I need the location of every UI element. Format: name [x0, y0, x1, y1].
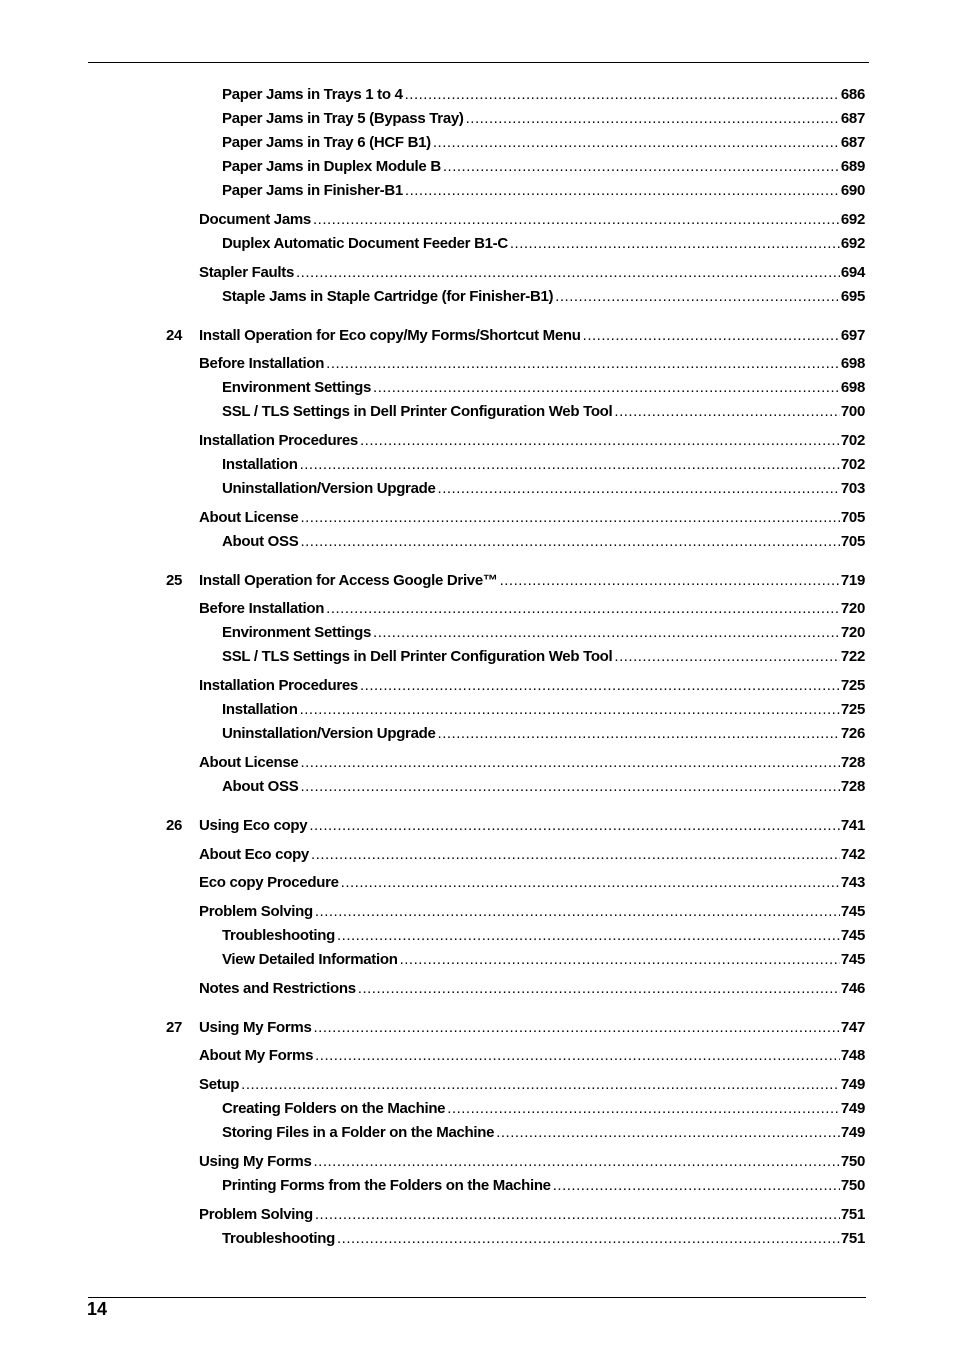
toc-entry[interactable] [199, 599, 865, 619]
toc-entry[interactable] [199, 1205, 865, 1225]
toc-entry[interactable] [199, 210, 865, 230]
toc-entry[interactable] [199, 508, 865, 528]
toc-entry-title: Problem Solving [199, 1206, 313, 1223]
toc-entry[interactable] [222, 402, 865, 422]
toc-entry-title: Document Jams [199, 211, 311, 228]
toc-entry-title: Environment Settings [222, 624, 372, 641]
toc-entry-page: 751 [840, 1206, 865, 1223]
toc-entry-page: 728 [840, 778, 865, 795]
toc-entry-title: SSL / TLS Settings in Dell Printer Configuration Web Tool [222, 403, 613, 420]
dot-leader [337, 1229, 840, 1249]
dot-leader [510, 234, 840, 254]
toc-entry[interactable] [199, 845, 865, 865]
toc-entry-page: 750 [840, 1153, 865, 1170]
toc-entry-page: 751 [840, 1230, 865, 1247]
toc-entry-page: 720 [840, 600, 865, 617]
toc-entry-page: 749 [840, 1100, 865, 1117]
chapter-number: 26 [166, 817, 183, 834]
toc-entry-title: Storing Files in a Folder on the Machine [222, 1124, 495, 1141]
dot-leader [373, 378, 840, 398]
toc-entry-title: Paper Jams in Trays 1 to 4 [222, 86, 403, 103]
toc-entry[interactable] [222, 181, 865, 201]
toc-entry[interactable] [222, 1099, 865, 1119]
toc-entry[interactable] [222, 157, 865, 177]
toc-entry-title: Duplex Automatic Document Feeder B1-C [222, 235, 508, 252]
dot-leader [443, 157, 840, 177]
chapter-title: Using My Forms [199, 1019, 312, 1036]
toc-entry-title: Paper Jams in Tray 6 (HCF B1) [222, 134, 431, 151]
dot-leader [438, 724, 840, 744]
toc-entry-title: Troubleshooting [222, 1230, 335, 1247]
toc-entry-page: 690 [840, 182, 865, 199]
chapter-number: 24 [166, 327, 183, 344]
dot-leader [555, 287, 840, 307]
dot-leader [438, 479, 840, 499]
toc-entry[interactable] [222, 133, 865, 153]
dot-leader [300, 777, 839, 797]
toc-entry-page: 726 [840, 725, 865, 742]
dot-leader [553, 1176, 840, 1196]
toc-entry-title: Eco copy Procedure [199, 874, 339, 891]
dot-leader [614, 402, 839, 422]
toc-entry[interactable] [199, 902, 865, 922]
toc-entry-page: 722 [840, 648, 865, 665]
chapter-number: 27 [166, 1019, 183, 1036]
dot-leader [315, 1046, 840, 1066]
dot-leader [315, 1205, 840, 1225]
toc-entry-page: 692 [840, 235, 865, 252]
toc-chapter-25[interactable] [166, 571, 865, 591]
dot-leader [300, 532, 839, 552]
toc-entry-title: Problem Solving [199, 903, 313, 920]
toc-entry-page: 728 [840, 754, 865, 771]
toc-entry-title: About License [199, 754, 299, 771]
toc-entry[interactable] [222, 532, 865, 552]
toc-entry-title: Paper Jams in Finisher-B1 [222, 182, 403, 199]
toc-entry-title: Staple Jams in Staple Cartridge (for Finisher-B1) [222, 288, 554, 305]
toc-entry-title: Before Installation [199, 355, 325, 372]
toc-entry-title: Notes and Restrictions [199, 980, 356, 997]
chapter-page: 719 [840, 572, 865, 589]
toc-entry[interactable] [222, 950, 865, 970]
page-number: 14 [87, 1299, 108, 1319]
chapter-title: Using Eco copy [199, 817, 308, 834]
dot-leader [311, 845, 840, 865]
toc-entry[interactable] [222, 623, 865, 643]
dot-leader [447, 1099, 840, 1119]
toc-entry[interactable] [222, 777, 865, 797]
chapter-title: Install Operation for Access Google Drive™ [199, 572, 498, 589]
toc-entry-page: 720 [840, 624, 865, 641]
dot-leader [400, 950, 840, 970]
toc-entry-title: Paper Jams in Tray 5 (Bypass Tray) [222, 110, 464, 127]
dot-leader [614, 647, 839, 667]
toc-entry[interactable] [222, 647, 865, 667]
toc-entry[interactable] [199, 1075, 865, 1095]
toc-entry-title: Creating Folders on the Machine [222, 1100, 446, 1117]
dot-leader [296, 263, 840, 283]
toc-entry-page: 705 [840, 533, 865, 550]
toc-entry[interactable] [222, 455, 865, 475]
toc-entry-title: Using My Forms [199, 1153, 312, 1170]
toc-entry[interactable] [199, 873, 865, 893]
toc-entry-title: Uninstallation/Version Upgrade [222, 725, 436, 742]
toc-entry[interactable] [222, 926, 865, 946]
toc-entry[interactable] [222, 85, 865, 105]
dot-leader [309, 816, 840, 836]
toc-entry-page: 742 [840, 846, 865, 863]
toc-entry-page: 687 [840, 110, 865, 127]
toc-entry-title: Printing Forms from the Folders on the Machine [222, 1177, 551, 1194]
dot-leader [313, 1152, 839, 1172]
footer-rule [88, 1297, 866, 1298]
toc-entry[interactable] [222, 700, 865, 720]
toc-entry[interactable] [222, 724, 865, 744]
toc-entry-page: 692 [840, 211, 865, 228]
dot-leader [405, 85, 840, 105]
toc-entry-page: 745 [840, 951, 865, 968]
toc-entry-title: Installation [222, 701, 298, 718]
toc-entry[interactable] [222, 479, 865, 499]
toc-entry-page: 698 [840, 355, 865, 372]
toc-entry-page: 745 [840, 903, 865, 920]
dot-leader [313, 210, 840, 230]
chapter-page: 747 [840, 1019, 865, 1036]
toc-entry-page: 689 [840, 158, 865, 175]
dot-leader [360, 676, 840, 696]
chapter-page: 697 [840, 327, 865, 344]
toc-entry[interactable] [222, 287, 865, 307]
dot-leader [405, 181, 840, 201]
toc-entry-page: 745 [840, 927, 865, 944]
toc-entry[interactable] [199, 354, 865, 374]
toc-entry-page: 705 [840, 509, 865, 526]
toc-entry-title: Uninstallation/Version Upgrade [222, 480, 436, 497]
dot-leader [500, 571, 840, 591]
toc-entry-page: 749 [840, 1076, 865, 1093]
toc-entry[interactable] [199, 1152, 865, 1172]
toc-entry-title: Paper Jams in Duplex Module B [222, 158, 441, 175]
dot-leader [300, 455, 840, 475]
toc-entry[interactable] [222, 1176, 865, 1196]
toc-entry-title: Installation [222, 456, 298, 473]
dot-leader [337, 926, 840, 946]
toc-entry-title: About License [199, 509, 299, 526]
toc-entry-title: About OSS [222, 778, 299, 795]
toc-entry-page: 725 [840, 701, 865, 718]
toc-entry-title: SSL / TLS Settings in Dell Printer Configuration Web Tool [222, 648, 613, 665]
toc-entry-page: 746 [840, 980, 865, 997]
toc-chapter-27[interactable] [166, 1018, 865, 1038]
dot-leader [300, 753, 839, 773]
dot-leader [300, 700, 840, 720]
toc-entry-title: Stapler Faults [199, 264, 294, 281]
toc-entry-page: 743 [840, 874, 865, 891]
dot-leader [300, 508, 839, 528]
toc-entry[interactable] [199, 263, 865, 283]
chapter-page: 741 [840, 817, 865, 834]
toc-entry-title: About OSS [222, 533, 299, 550]
chapter-title: Install Operation for Eco copy/My Forms/Shortcut Menu [199, 327, 581, 344]
toc-entry-page: 725 [840, 677, 865, 694]
toc-chapter-24[interactable] [166, 326, 865, 346]
dot-leader [583, 326, 840, 346]
toc-entry[interactable] [222, 378, 865, 398]
toc-entry-title: About Eco copy [199, 846, 309, 863]
toc-entry-page: 695 [840, 288, 865, 305]
toc-entry[interactable] [222, 1123, 865, 1143]
toc-entry-page: 698 [840, 379, 865, 396]
toc-entry-title: Setup [199, 1076, 240, 1093]
dot-leader [358, 979, 840, 999]
toc-entry-title: About My Forms [199, 1047, 314, 1064]
dot-leader [360, 431, 840, 451]
toc-entry-page: 750 [840, 1177, 865, 1194]
toc-entry-title: Troubleshooting [222, 927, 335, 944]
toc-entry-page: 702 [840, 432, 865, 449]
toc-entry-page: 748 [840, 1047, 865, 1064]
dot-leader [433, 133, 840, 153]
toc-entry-title: Before Installation [199, 600, 325, 617]
dot-leader [373, 623, 840, 643]
dot-leader [315, 902, 840, 922]
toc-entry-title: Installation Procedures [199, 432, 358, 449]
dot-leader [496, 1123, 840, 1143]
toc-entry-page: 749 [840, 1124, 865, 1141]
dot-leader [326, 354, 840, 374]
toc-chapter-26[interactable] [166, 816, 865, 836]
toc-entry[interactable] [199, 431, 865, 451]
toc-entry-title: View Detailed Information [222, 951, 398, 968]
dot-leader [326, 599, 840, 619]
toc-entry[interactable] [199, 753, 865, 773]
toc-entry-page: 687 [840, 134, 865, 151]
toc-entry-page: 702 [840, 456, 865, 473]
dot-leader [313, 1018, 839, 1038]
toc-entry-page: 703 [840, 480, 865, 497]
toc-entry-page: 700 [840, 403, 865, 420]
chapter-number: 25 [166, 572, 183, 589]
dot-leader [466, 109, 840, 129]
dot-leader [241, 1075, 840, 1095]
toc-entry[interactable] [199, 676, 865, 696]
toc-entry-title: Installation Procedures [199, 677, 358, 694]
toc-entry-page: 686 [840, 86, 865, 103]
toc-entry[interactable] [222, 234, 865, 254]
toc-entry-title: Environment Settings [222, 379, 372, 396]
toc-entry[interactable] [199, 1046, 865, 1066]
dot-leader [341, 873, 840, 893]
toc-entry-page: 694 [840, 264, 865, 281]
toc-entry[interactable] [199, 979, 865, 999]
toc-entry[interactable] [222, 109, 865, 129]
toc-entry[interactable] [222, 1229, 865, 1249]
